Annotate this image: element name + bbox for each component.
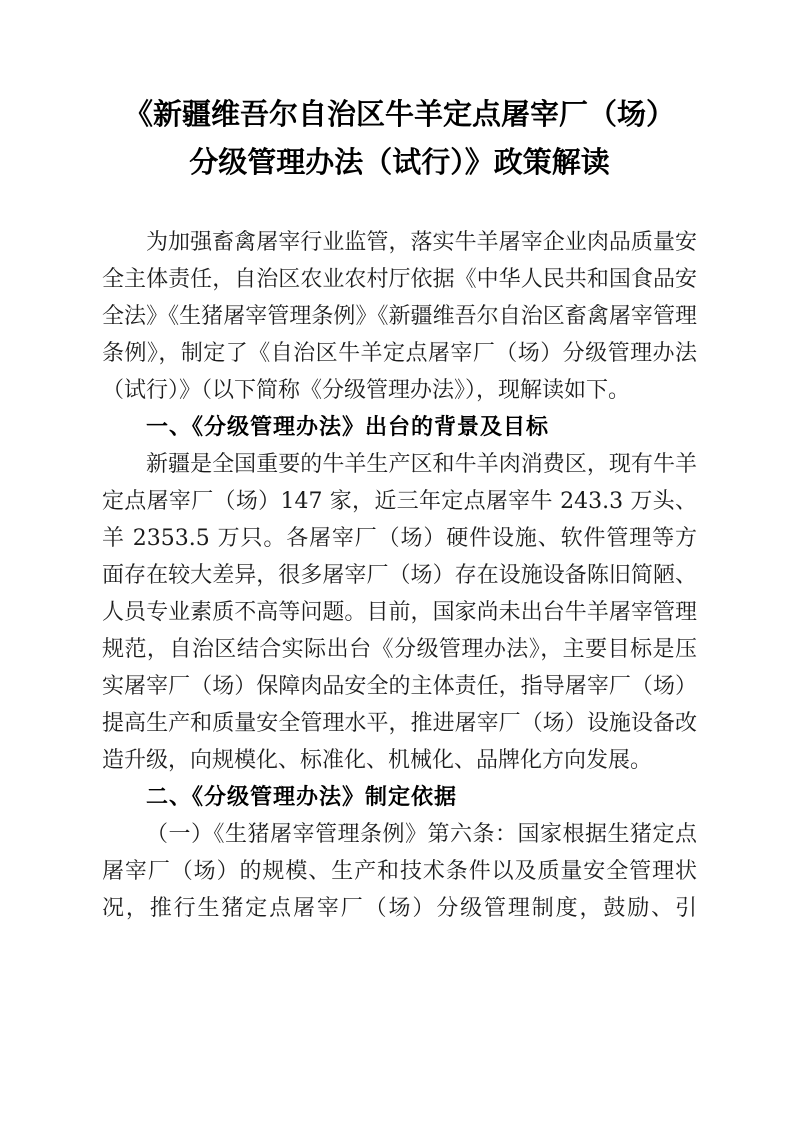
section-heading-2: 二、《分级管理办法》制定依据 [146,785,458,810]
document-title [102,90,697,186]
section-heading-1: 一、《分级管理办法》出台的背景及目标 [146,415,550,440]
section-2-paragraph: （一）《生猪屠宰管理条例》第六条：国家根据生猪定点屠宰厂（场）的规模、生产和技术条件以及质量安全管理状况，推行生猪定点屠宰厂（场）分级管理制度，鼓励、引 [102,822,697,921]
document-title-line-1: 《新疆维吾尔自治区牛羊定点屠宰厂（场） [123,97,675,131]
document-title-line-2: 分级管理办法（试行）》政策解读 [189,145,610,179]
intro-paragraph: 为加强畜禽屠宰行业监管，落实牛羊屠宰企业肉品质量安全主体责任，自治区农业农村厅依据《中华人民共和国食品安全法》《生猪屠宰管理条例》《新疆维吾尔自治区畜禽屠宰管理条例》，制定了《自治区牛羊定点屠宰厂（场）分级管理办法（试行）》（以下简称《分级管理办法》），现解读如下。 [102,230,697,403]
section-1-paragraph: 新疆是全国重要的牛羊生产区和牛羊肉消费区，现有牛羊定点屠宰厂（场）147 家，近三年定点屠宰牛 243.3 万头、羊 2353.5 万只。各屠宰厂（场）硬件设施、软件管理等方面存在较大差异，很多屠宰厂（场）存在设施设备陈旧简陋、人员专业素质不高等问题。目前，国家尚未出台牛羊屠宰管理规范，自治区结合实际出台《分级管理办法》，主要目标是压实屠宰厂（场）保障肉品安全的主体责任，指导屠宰厂（场）提高生产和质量安全管理水平，推进屠宰厂（场）设施设备改造升级，向规模化、标准化、机械化、品牌化方向发展。 [102,452,697,773]
